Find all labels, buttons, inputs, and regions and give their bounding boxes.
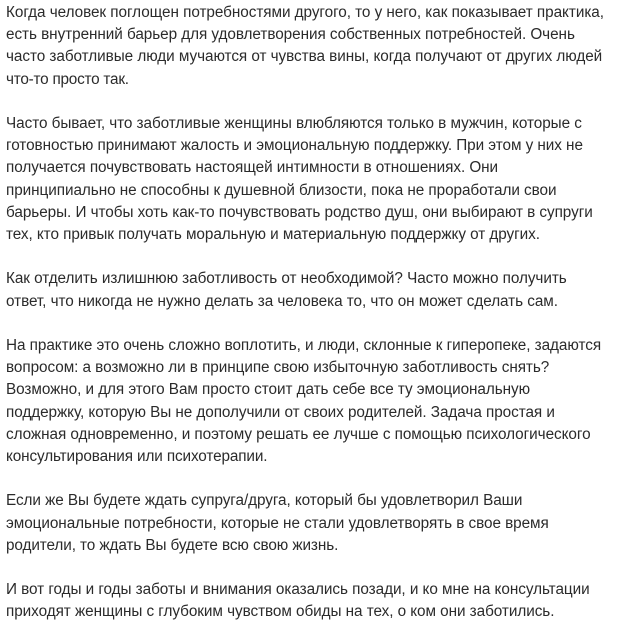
text-line: есть внутренний барьер для удовлетворения собственных потребностей. Очень (6, 26, 575, 44)
paragraph (6, 335, 628, 468)
text-line: поддержку, которую Вы не дополучили от своих родителей. Задача простая и (6, 403, 555, 421)
paragraph (6, 2, 628, 91)
text-line: принципиально не способны к душевной близости, пока не проработали свои (6, 181, 557, 199)
text-line: родители, то ждать Вы будете всю свою жизнь. (6, 536, 339, 554)
text-line: Если же Вы будете ждать супруга/друга, который бы удовлетворил Ваши (6, 492, 523, 510)
text-line: вопросом: а возможно ли в принципе свою избыточную заботливость снять? (6, 359, 550, 377)
paragraph (6, 579, 628, 623)
text-line: сложная одновременно, и поэтому решать ее лучше с помощью психологического (6, 425, 591, 443)
text-line: тех, кто привык получать моральную и материальную поддержку от других. (6, 226, 540, 244)
text-line: эмоциональные потребности, которые не стали удовлетворять в свое время (6, 514, 549, 532)
text-line: Часто бывает, что заботливые женщины влюбляются только в мужчин, которые с (6, 115, 582, 132)
text-line: барьеры. И чтобы хоть как-то почувствовать родство душ, они выбирают в супруги (6, 203, 593, 221)
text-line: Когда человек поглощен потребностями другого, то у него, как показывает практика, (6, 4, 604, 21)
paragraph (6, 490, 628, 557)
text-line: что-то просто так. (6, 70, 129, 88)
text-line: часто заботливые люди мучаются от чувства вины, когда получают от других людей (6, 48, 603, 66)
paragraph (6, 268, 628, 312)
text-line: На практике это очень сложно воплотить, и люди, склонные к гиперопеке, задаются (6, 337, 602, 354)
text-line: готовностью принимают жалость и эмоциональную поддержку. При этом у них не (6, 137, 583, 155)
text-line: Возможно, и для этого Вам просто стоит дать себе все ту эмоциональную (6, 381, 531, 399)
text-line: ответ, что никогда не нужно делать за человека то, что он может сделать сам. (6, 292, 558, 310)
text-line: Как отделить излишнюю заботливость от необходимой? Часто можно получить (6, 270, 567, 288)
text-line: получается почувствовать настоящей интимности в отношениях. Они (6, 159, 499, 177)
text-line: консультирования или психотерапии. (6, 448, 268, 466)
text-line: И вот годы и годы заботы и внимания оказались позади, и ко мне на консультации (6, 581, 590, 599)
text-line: приходят женщины с глубоким чувством обиды на тех, о ком они заботились. (6, 603, 555, 621)
paragraph (6, 113, 628, 246)
